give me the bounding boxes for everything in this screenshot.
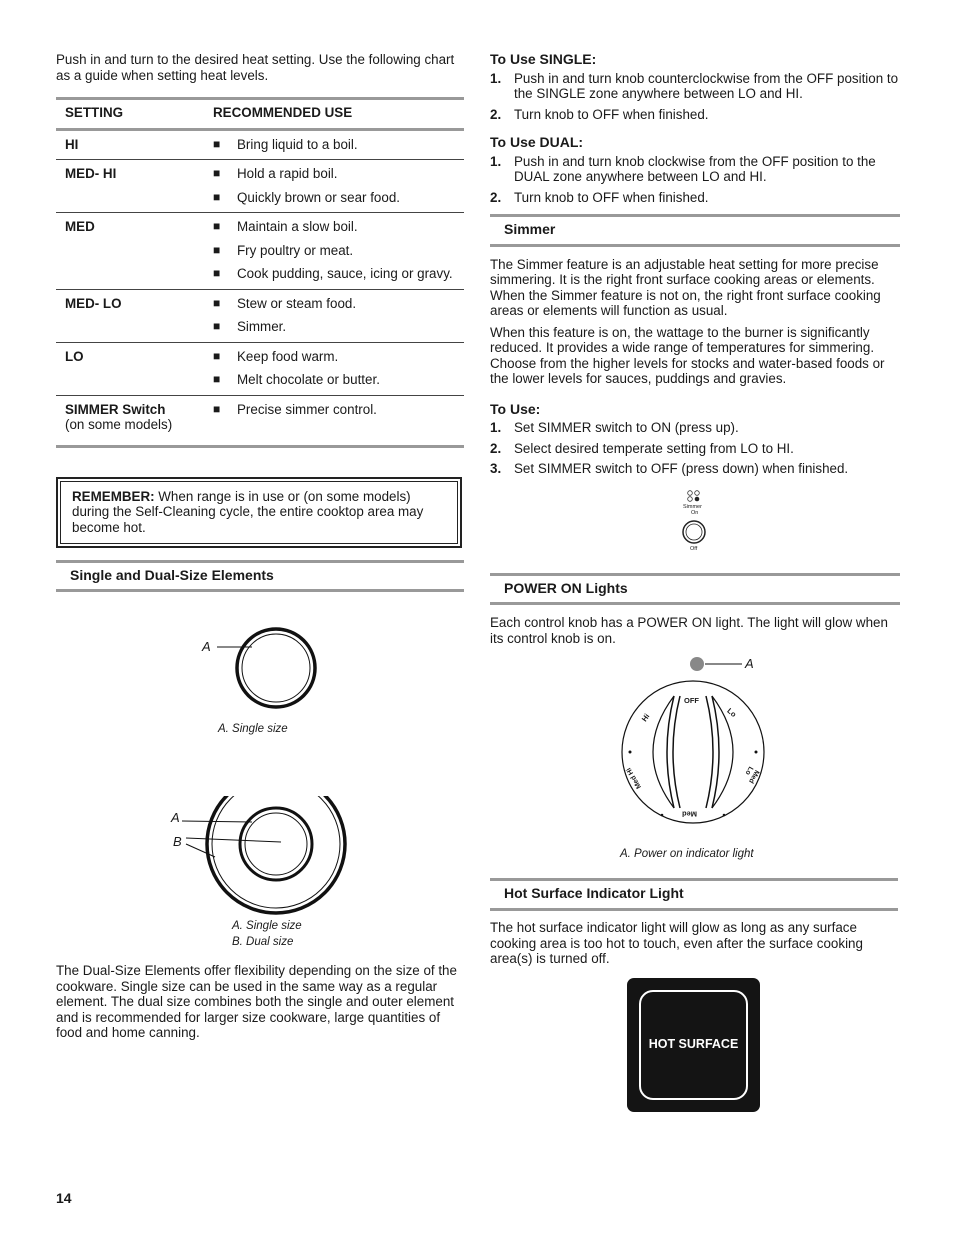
- list-item: 1. Push in and turn knob counterclockwise from the OFF position to the SINGLE zone anywhere between LO and HI.: [490, 70, 899, 101]
- figure-label-a: A: [202, 639, 211, 654]
- list-item: 2. Select desired temperate setting from LO to HI.: [490, 440, 794, 456]
- simmer-steps: [490, 420, 900, 477]
- single-size-caption: A. Single size: [232, 920, 302, 932]
- use-item: ■ Bring liquid to a boil.: [213, 137, 455, 153]
- use-item: ■ Precise simmer control.: [213, 402, 455, 418]
- single-size-caption: A. Single size: [218, 723, 288, 735]
- knob-medlo-label: Med Lo: [743, 765, 761, 785]
- use-item: ■ Keep food warm.: [213, 349, 455, 365]
- simmer-touse-heading: To Use:: [490, 400, 541, 417]
- use-item: ■ Maintain a slow boil.: [213, 219, 455, 235]
- knob-med-label: Med: [682, 809, 697, 819]
- setting-cell: SIMMER Switch: [65, 401, 166, 417]
- table-row: [56, 342, 464, 395]
- table-row: [56, 213, 464, 290]
- use-item: ■ Cook pudding, sauce, icing or gravy.: [213, 266, 455, 282]
- knob-lo-label: Lo: [725, 706, 739, 719]
- header-recommended-use: RECOMMENDED USE: [204, 99, 464, 130]
- dual-size-caption: B. Dual size: [232, 936, 294, 948]
- single-element-diagram: [196, 620, 326, 720]
- remember-box: [56, 477, 462, 548]
- simmer-para-1: The Simmer feature is an adjustable heat setting for more precise simmering. It is the right front surface cooking areas or elements. When the Simmer feature is not on, the right front surface cooking areas or elements will function as usual.: [490, 256, 881, 318]
- heat-settings-table: [56, 97, 464, 448]
- figure-label-b: B: [173, 834, 182, 849]
- use-item: ■ Simmer.: [213, 319, 455, 335]
- knob-medhi-label: Med Hi: [625, 766, 644, 790]
- use-item: ■ Quickly brown or sear food.: [213, 190, 455, 206]
- remember-label: REMEMBER:: [72, 488, 155, 504]
- setting-cell: HI: [65, 136, 79, 152]
- dual-steps: [490, 154, 900, 206]
- list-item: 2. Turn knob to OFF when finished.: [490, 106, 709, 122]
- simmer-on-label: On: [691, 510, 699, 516]
- dual-size-heading: Single and Dual-Size Elements: [56, 560, 464, 593]
- page-number: 14: [56, 1190, 72, 1206]
- power-on-body: Each control knob has a POWER ON light. The light will glow when its control knob is on.: [490, 615, 888, 646]
- setting-cell: MED- LO: [56, 289, 204, 342]
- table-row: [56, 129, 464, 160]
- hot-surface-label: HOT SURFACE: [639, 990, 748, 1100]
- hot-surface-badge: [627, 978, 760, 1112]
- single-heading: To Use SINGLE:: [490, 51, 597, 67]
- knob-off-label: OFF: [684, 696, 699, 705]
- use-item: ■ Hold a rapid boil.: [213, 166, 455, 182]
- list-item: 1. Push in and turn knob clockwise from the OFF position to the DUAL zone anywhere between LO and HI.: [490, 153, 876, 184]
- list-item: 3. Set SIMMER switch to OFF (press down) when finished.: [490, 461, 849, 476]
- simmer-switch-label: Simmer: [683, 504, 702, 510]
- setting-sub: (on some models): [65, 417, 173, 432]
- use-item: ■ Fry poultry or meat.: [213, 243, 455, 259]
- use-item: ■ Stew or steam food.: [213, 296, 455, 312]
- hot-surface-body: The hot surface indicator light will glow as long as any surface cooking area is too hot to touch, even after the surface cooking area(s) is turned off.: [490, 920, 863, 966]
- knob-hi-label: Hi: [639, 711, 652, 724]
- power-caption: A. Power on indicator light: [620, 848, 754, 860]
- simmer-off-label: Off: [690, 546, 698, 552]
- simmer-switch-figure: [666, 488, 726, 556]
- use-item: ■ Melt chocolate or butter.: [213, 372, 455, 388]
- simmer-heading: Simmer: [490, 214, 900, 247]
- dual-element-diagram: [166, 796, 356, 918]
- setting-cell: LO: [56, 342, 204, 395]
- right-column: [490, 51, 900, 1052]
- dual-size-body: The Dual-Size Elements offer flexibility depending on the size of the cookware. Single size can be used in the same way as a regular element. The dual size combines both the single and outer element and is recommended for larger size cookware, large quantities of food and home canning.: [56, 963, 457, 1040]
- table-row: [56, 289, 464, 342]
- list-item: 2. Turn knob to OFF when finished.: [490, 189, 709, 205]
- list-item: 1. Set SIMMER switch to ON (press up).: [490, 420, 739, 435]
- remember-text: When range is in use or (on some models) during the Self-Cleaning cycle, the entire cooktop area may become hot.: [72, 488, 424, 535]
- table-row: [56, 160, 464, 213]
- hot-surface-heading: Hot Surface Indicator Light: [490, 878, 898, 911]
- single-steps: [490, 71, 900, 123]
- knob-figure: [618, 654, 768, 849]
- simmer-para-2: When this feature is on, the wattage to the burner is significantly reduced. It provides a wide range of temperatures for simmering. Choose from the higher levels for stocks and water-based foods or the lower levels for sauces, puddings and gravies.: [490, 324, 885, 386]
- table-row: [56, 395, 464, 446]
- setting-cell: MED: [56, 213, 204, 290]
- setting-cell: MED- HI: [56, 160, 204, 213]
- figure-label-a: A: [171, 810, 180, 825]
- left-column: [56, 52, 464, 592]
- power-on-heading: POWER ON Lights: [490, 573, 900, 606]
- intro-text: Push in and turn to the desired heat setting. Use the following chart as a guide when setting heat levels.: [56, 52, 455, 83]
- header-setting: SETTING: [56, 99, 204, 130]
- power-light-label-a: A: [745, 656, 754, 671]
- dual-heading: To Use DUAL:: [490, 134, 584, 150]
